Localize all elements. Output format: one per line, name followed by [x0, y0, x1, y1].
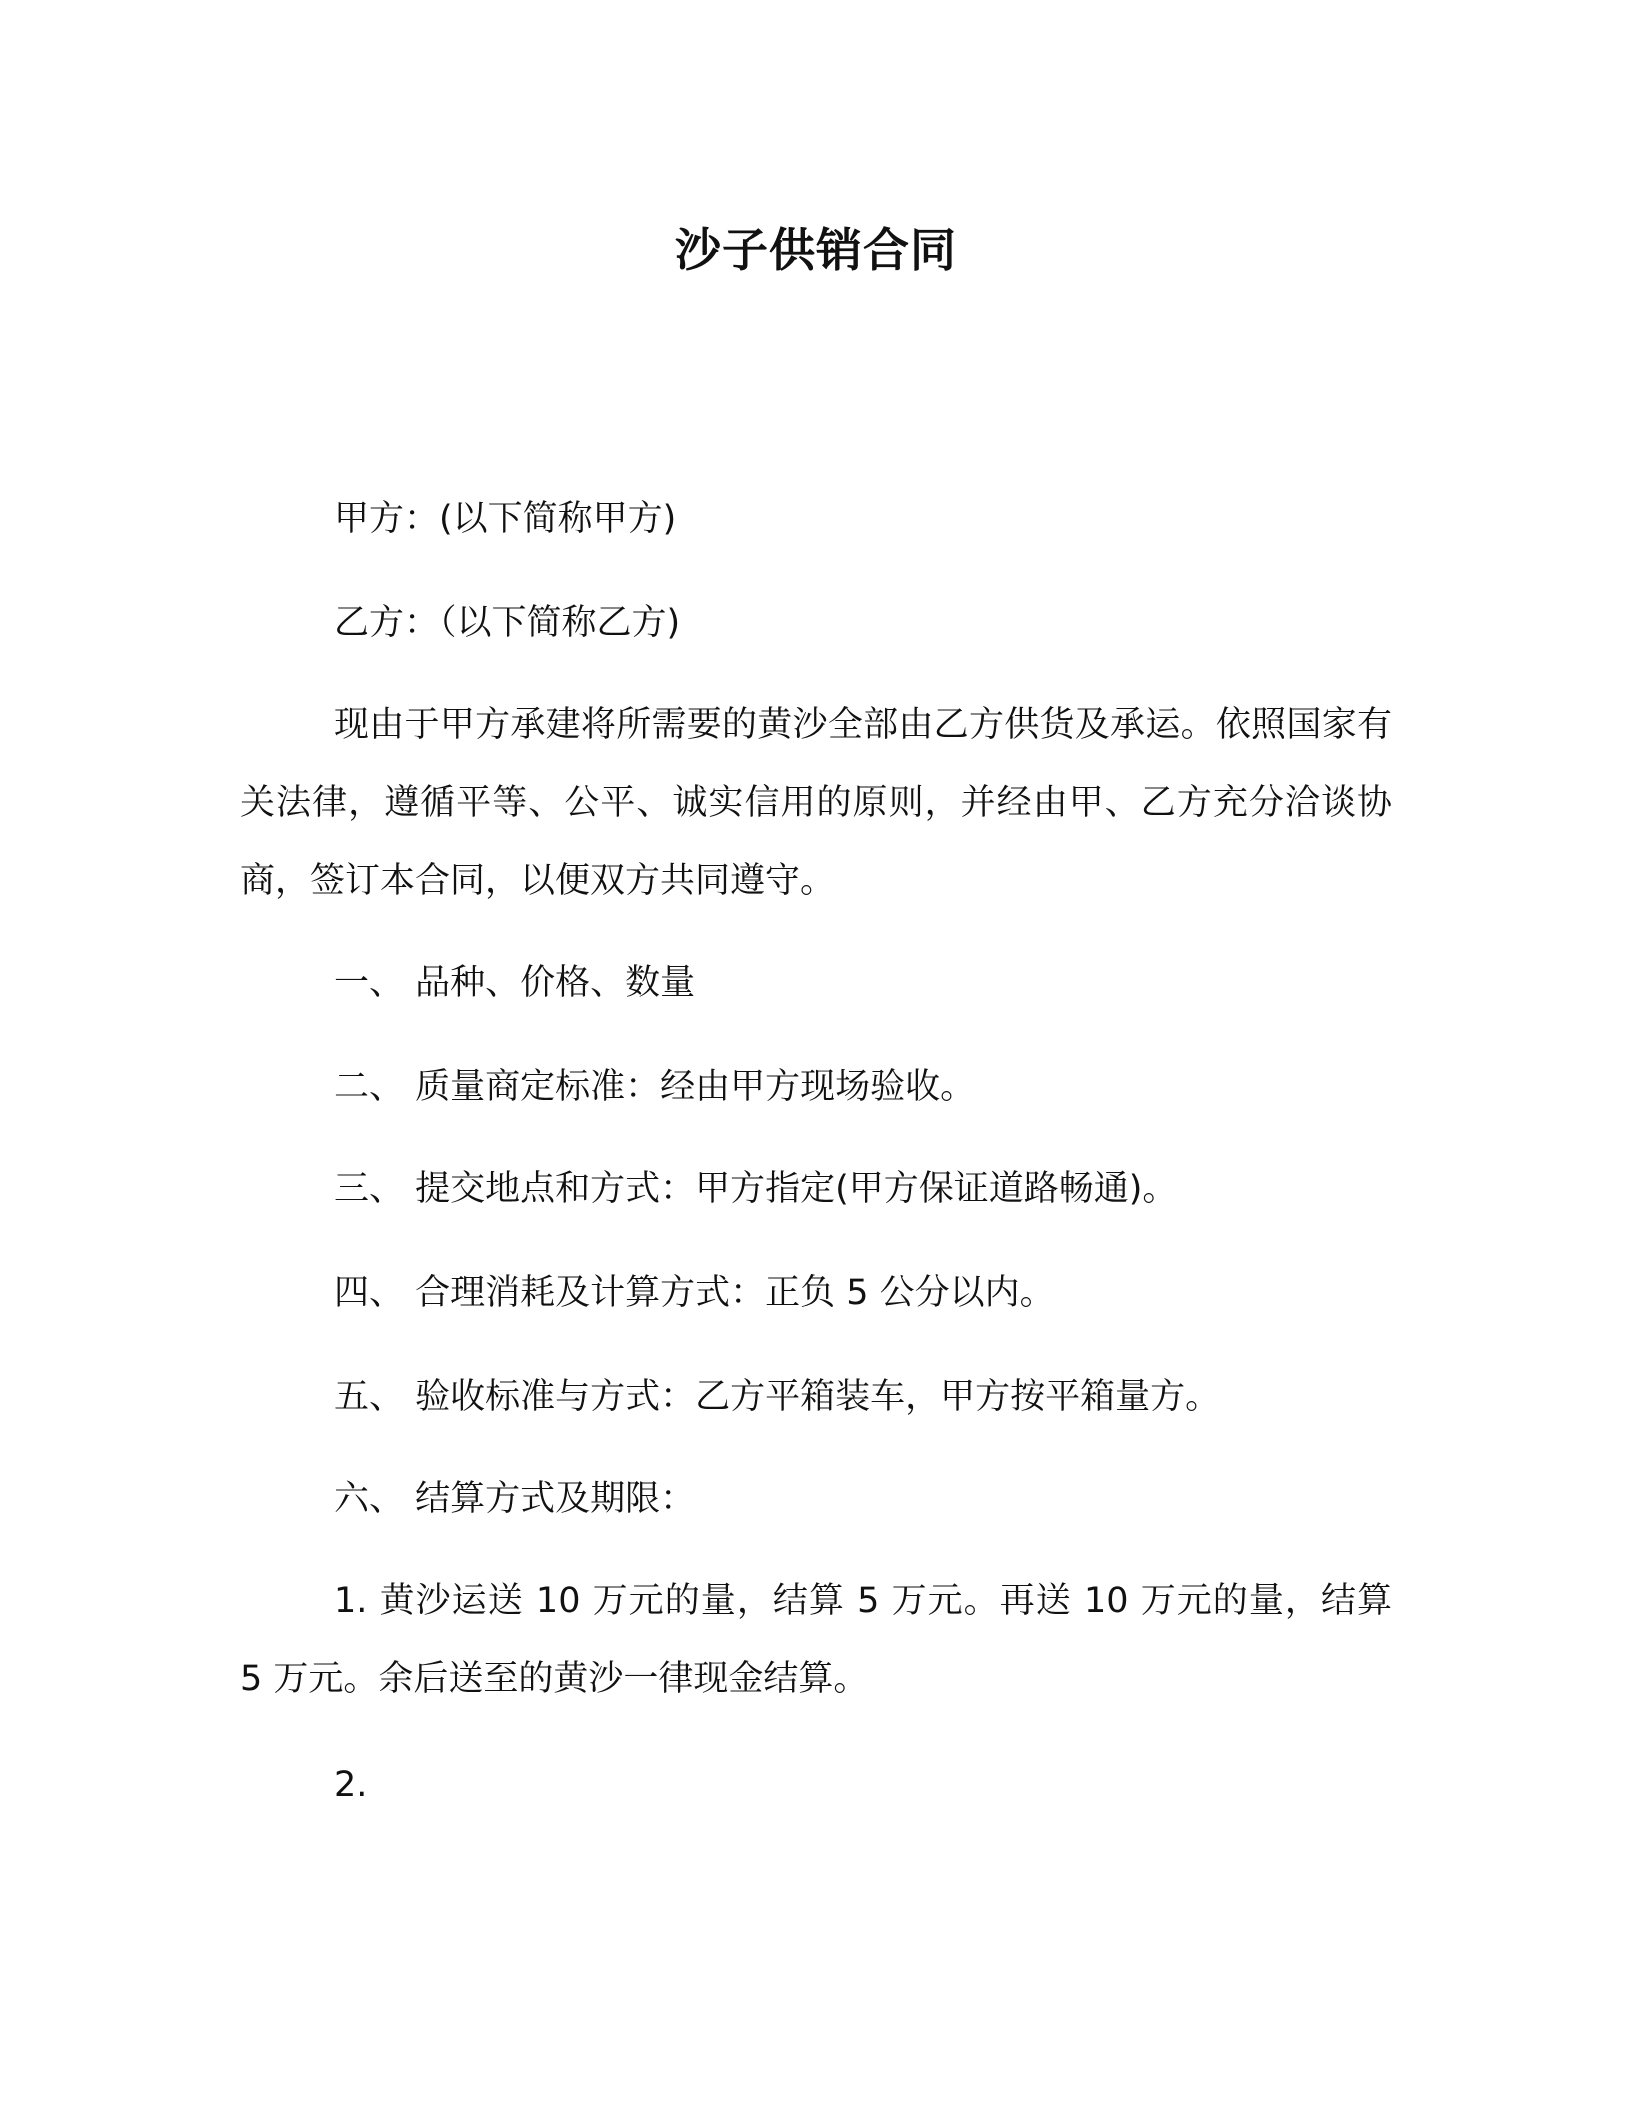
- document-title: 沙子供销合同: [675, 223, 957, 277]
- settlement-item-2: 2.: [334, 1765, 368, 1805]
- clause-3-heading: 三、 提交地点和方式：甲方指定(甲方保证道路畅通)。: [334, 1169, 1178, 1209]
- clause-1-heading: 一、 品种、价格、数量: [334, 963, 696, 1003]
- settlement-item-1: 1. 黄沙运送 10 万元的量，结算 5 万元。再送 10 万元的量，结算 5 万元。余后送至的黄沙一律现金结算。: [240, 1581, 1392, 1699]
- clause-4-heading: 四、 合理消耗及计算方式：正负 5 公分以内。: [334, 1273, 1055, 1313]
- clause-6-heading: 六、 结算方式及期限：: [334, 1479, 696, 1519]
- clause-5-heading: 五、 验收标准与方式：乙方平箱装车，甲方按平箱量方。: [334, 1377, 1221, 1417]
- clause-2-heading: 二、 质量商定标准：经由甲方现场验收。: [334, 1067, 976, 1107]
- party-a-line: 甲方：(以下简称甲方): [334, 499, 677, 539]
- party-b-line: 乙方：（以下简称乙方): [334, 603, 681, 643]
- preamble-paragraph: 现由于甲方承建将所需要的黄沙全部由乙方供货及承运。依照国家有关法律，遵循平等、公平、诚实信用的原则，并经由甲、乙方充分洽谈协商，签订本合同，以便双方共同遵守。: [240, 705, 1392, 901]
